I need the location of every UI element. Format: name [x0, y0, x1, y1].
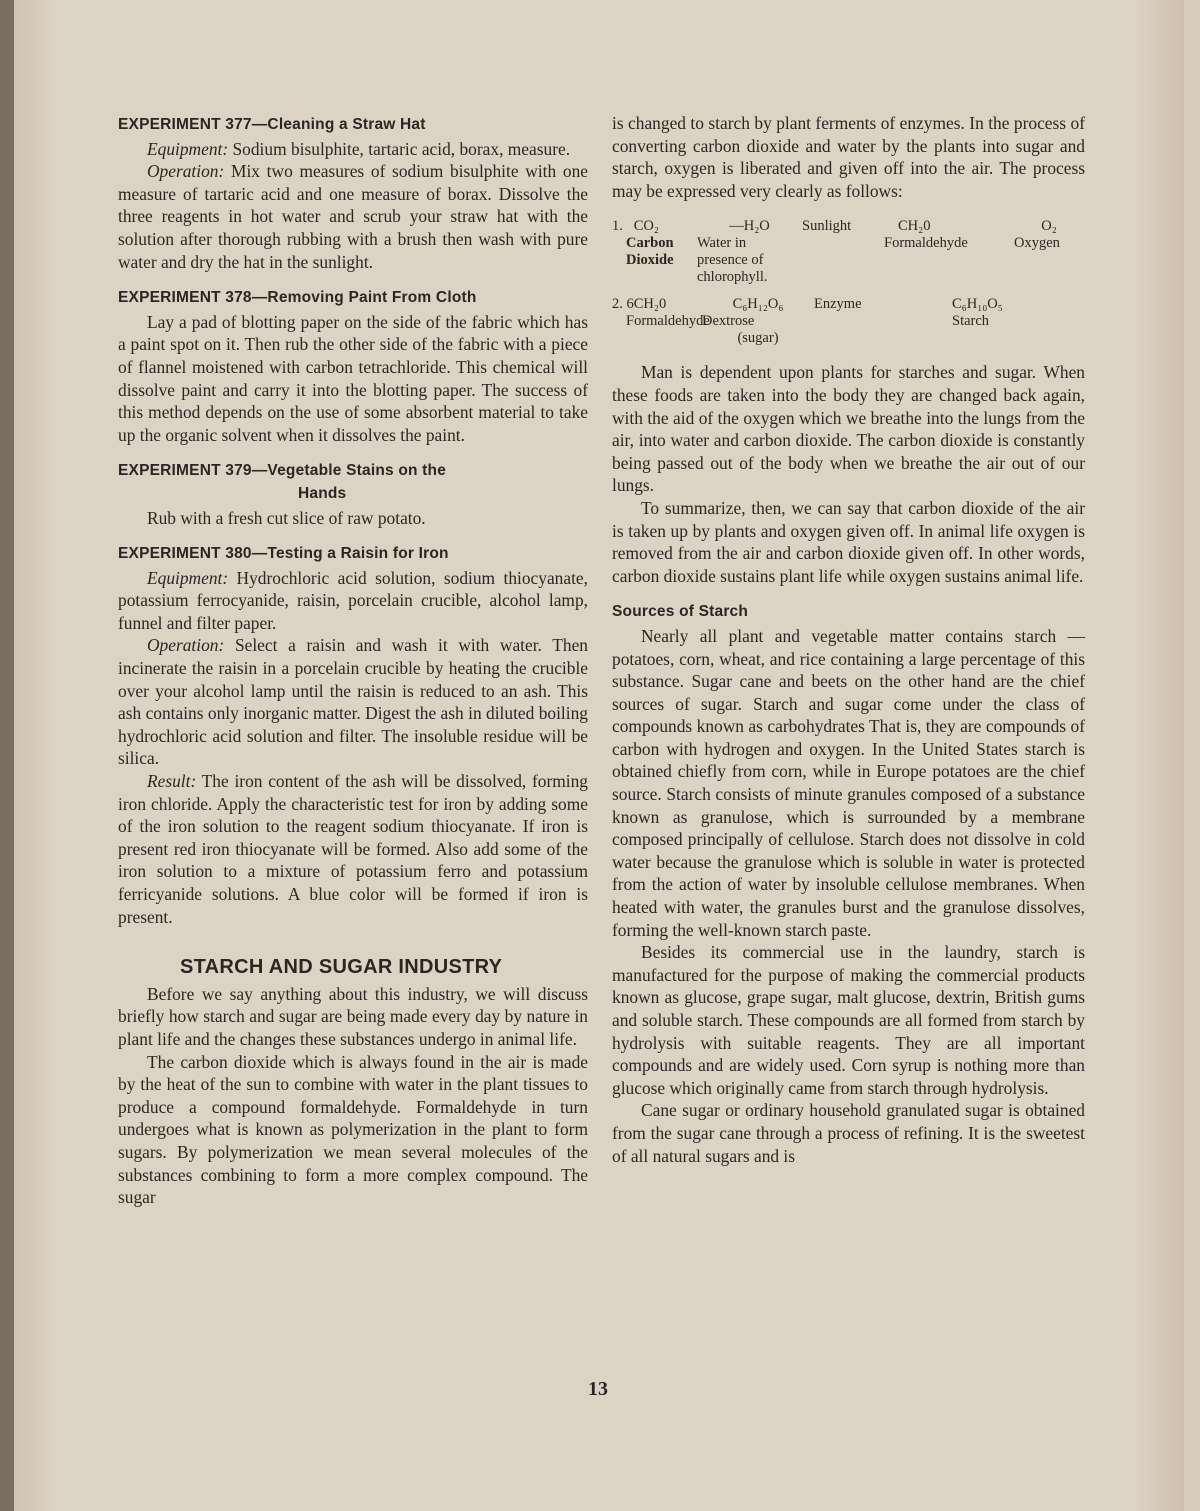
- experiment-377-operation: [118, 160, 588, 273]
- formula: CH₂0: [898, 218, 931, 235]
- text: Sodium bisulphite, tartaric acid, borax, measure.: [228, 138, 571, 159]
- industry-paragraph-1: Before we say anything about this industry, we will discuss briefly how starch and sugar are being made every day by nature in plant life and the changes these substances undergo in animal life.: [118, 983, 588, 1049]
- experiment-380-equipment: [118, 567, 588, 635]
- eq1-c: Sunlight: [802, 218, 852, 235]
- compound-name: Oxygen: [1014, 235, 1060, 252]
- experiment-380-title: EXPERIMENT 380—Testing a Raisin for Iron: [118, 545, 449, 563]
- text: The iron content of the ash will be dissolved, forming iron chloride. Apply the characteristic test for iron by adding some of the iron solution to the reagent sodium thiocyanate. If iron is present red iron thiocyanate will be formed. Also add some of the iron solution to a mixture of potassium ferro and potassium ferricyanide solutions. A blue color will be formed if iron is present.: [118, 771, 588, 927]
- experiment-379-title: [118, 460, 588, 505]
- experiment-380-operation: [118, 634, 588, 770]
- paragraph: Nearly all plant and vegetable matter contains starch —potatoes, corn, wheat, and rice containing a large percentage of this substance. Sugar cane and beets on the other hand are the chief sources of sugar. Starch and sugar come under the class of compounds known as carbohydrates That is, they are compounds of carbon with hydrogen and oxygen. In the United States starch is obtained chiefly from corn, while in Europe potatoes are the chief source. Starch consists of minute granules composed of a substance known as granulose, which is surrounded by a membrane composed principally of cellulose. Starch does not dissolve in cold water because the granulose which is soluble in water is protected from the action of water by insoluble cellulose membranes. When heated with water, the granules burst and the granulose dissolves, forming the well-known starch paste.: [612, 625, 1085, 940]
- formula: O₂: [1041, 218, 1057, 235]
- eq2-a: [612, 296, 710, 347]
- industry-paragraph-2: The carbon dioxide which is always found in the air is made by the heat of the sun to combine with water in the plant tissues to produce a compound formaldehyde. Formaldehyde in turn undergoes what is known as polymerization in the plant to form sugars. By polymerization we mean several molecules of the substances combining to form a more complex compound. The sugar: [118, 1051, 588, 1208]
- paragraph: Besides its commercial use in the laundry, starch is manufactured for the purpose of making the commercial products known as glucose, grape sugar, malt glucose, dextrin, British gums and soluble starch. These compounds are all formed from starch by hydrolysis with suitable reagents. They are all important compounds and are widely used. Corn syrup is nothing more than glucose which originally came from starch through hydrolysis.: [612, 942, 1085, 1098]
- formula: 6CH₂0: [626, 296, 667, 313]
- text: Hydrochloric acid solution, sodium thiocyanate, potassium ferrocyanide, raisin, porcelain crucible, alcohol lamp, funnel and filter paper.: [118, 567, 588, 633]
- compound-name: Water in presence of chlorophyll.: [697, 235, 768, 286]
- label: Result:: [147, 771, 197, 792]
- text: Mix two measures of sodium bisulphite with one measure of tartaric acid and one measure of borax. Dissolve the three reagents in hot water and scrub your straw hat with the solution after thorough rubbing with a brush then wash with pure water and dry the hat in the sunlight.: [118, 161, 588, 272]
- formula: —H₂O: [729, 218, 770, 235]
- equation-1: [612, 218, 1085, 286]
- equation-2: [612, 296, 1085, 347]
- title-line2: Hands: [298, 484, 347, 502]
- label: Operation:: [147, 635, 225, 656]
- compound-name: Carbon Dioxide: [626, 235, 674, 269]
- sources-of-starch-title: Sources of Starch: [612, 603, 749, 621]
- eq2-c: Enzyme: [814, 296, 862, 313]
- formula: C₆H₁₀O₅: [952, 296, 1003, 313]
- formula: CO₂: [633, 218, 659, 235]
- eq1-d: [884, 218, 1014, 286]
- paragraph: Man is dependent upon plants for starches and sugar. When these foods are taken into the body they are changed back again, with the aid of the oxygen which we breathe into the lungs from the air, into water and carbon dioxide. The carbon dioxide is constantly being passed out of the body when we breathe the air out of our lungs.: [612, 362, 1085, 496]
- eq2-d: [952, 296, 1052, 347]
- right-column: [612, 112, 1085, 1167]
- label: Equipment:: [147, 567, 229, 588]
- compound-note: (sugar): [737, 330, 779, 347]
- label: Operation:: [147, 161, 225, 182]
- eq1-b: [697, 218, 802, 286]
- paragraph: To summarize, then, we can say that carbon dioxide of the air is taken up by plants and oxygen given off. In animal life oxygen is removed from the air and carbon dioxide given off. In other words, carbon dioxide sustains plant life while oxygen sustains animal life.: [612, 497, 1085, 586]
- section-title: STARCH AND SUGAR INDUSTRY: [180, 956, 503, 979]
- book-spine: [0, 0, 14, 1511]
- label: Equipment:: [147, 138, 229, 159]
- eq-number: 2.: [612, 296, 623, 313]
- compound-name: Starch: [952, 313, 990, 330]
- experiment-378-title: EXPERIMENT 378—Removing Paint From Cloth: [118, 289, 477, 307]
- left-column: [118, 114, 588, 1209]
- experiment-378-text: Lay a pad of blotting paper on the side of the fabric which has a paint spot on it. Then rub the other side of the fabric with a piece of flannel moistened with carbon tetrachloride. This chemical will dissolve paint and carry it into the blotting paper. The success of this method depends on the use of some absorbent material to take up the organic solvent when it dissolves the paint.: [118, 311, 588, 445]
- page-number: 13: [588, 1378, 608, 1400]
- title-line1: EXPERIMENT 379—Vegetable Stains on the: [118, 462, 447, 480]
- paragraph-continued: is changed to starch by plant ferments of enzymes. In the process of converting carbon dioxide and water by the plants into sugar and starch, oxygen is liberated and given off into the air. The process may be expressed very clearly as follows:: [612, 113, 1085, 201]
- experiment-377-title: EXPERIMENT 377—Cleaning a Straw Hat: [118, 116, 426, 133]
- experiment-379-text: Rub with a fresh cut slice of raw potato.: [147, 507, 426, 528]
- formula: C₆H₁₂O₆: [732, 296, 784, 313]
- paragraph: Cane sugar or ordinary household granulated sugar is obtained from the sugar cane through a process of refining. It is the sweetest of all natural sugars and is: [612, 1100, 1085, 1166]
- compound-name: Formaldehyde: [626, 313, 710, 330]
- compound-name: Dextrose: [702, 313, 755, 330]
- experiment-380-result: [118, 770, 588, 928]
- eq-number: 1.: [612, 218, 623, 235]
- experiment-377-equipment: [118, 138, 588, 161]
- compound-name: Formaldehyde: [884, 235, 968, 252]
- eq1-e: [1014, 218, 1084, 286]
- eq2-b: [702, 296, 814, 347]
- text: Select a raisin and wash it with water. Then incinerate the raisin in a porcelain crucible by heating the crucible over your alcohol lamp until the raisin is reduced to an ash. This ash contains only inorganic matter. Digest the ash in diluted boiling hydrochloric acid solution and filter. The insoluble residue will be silica.: [118, 635, 588, 769]
- eq1-a: [612, 218, 697, 286]
